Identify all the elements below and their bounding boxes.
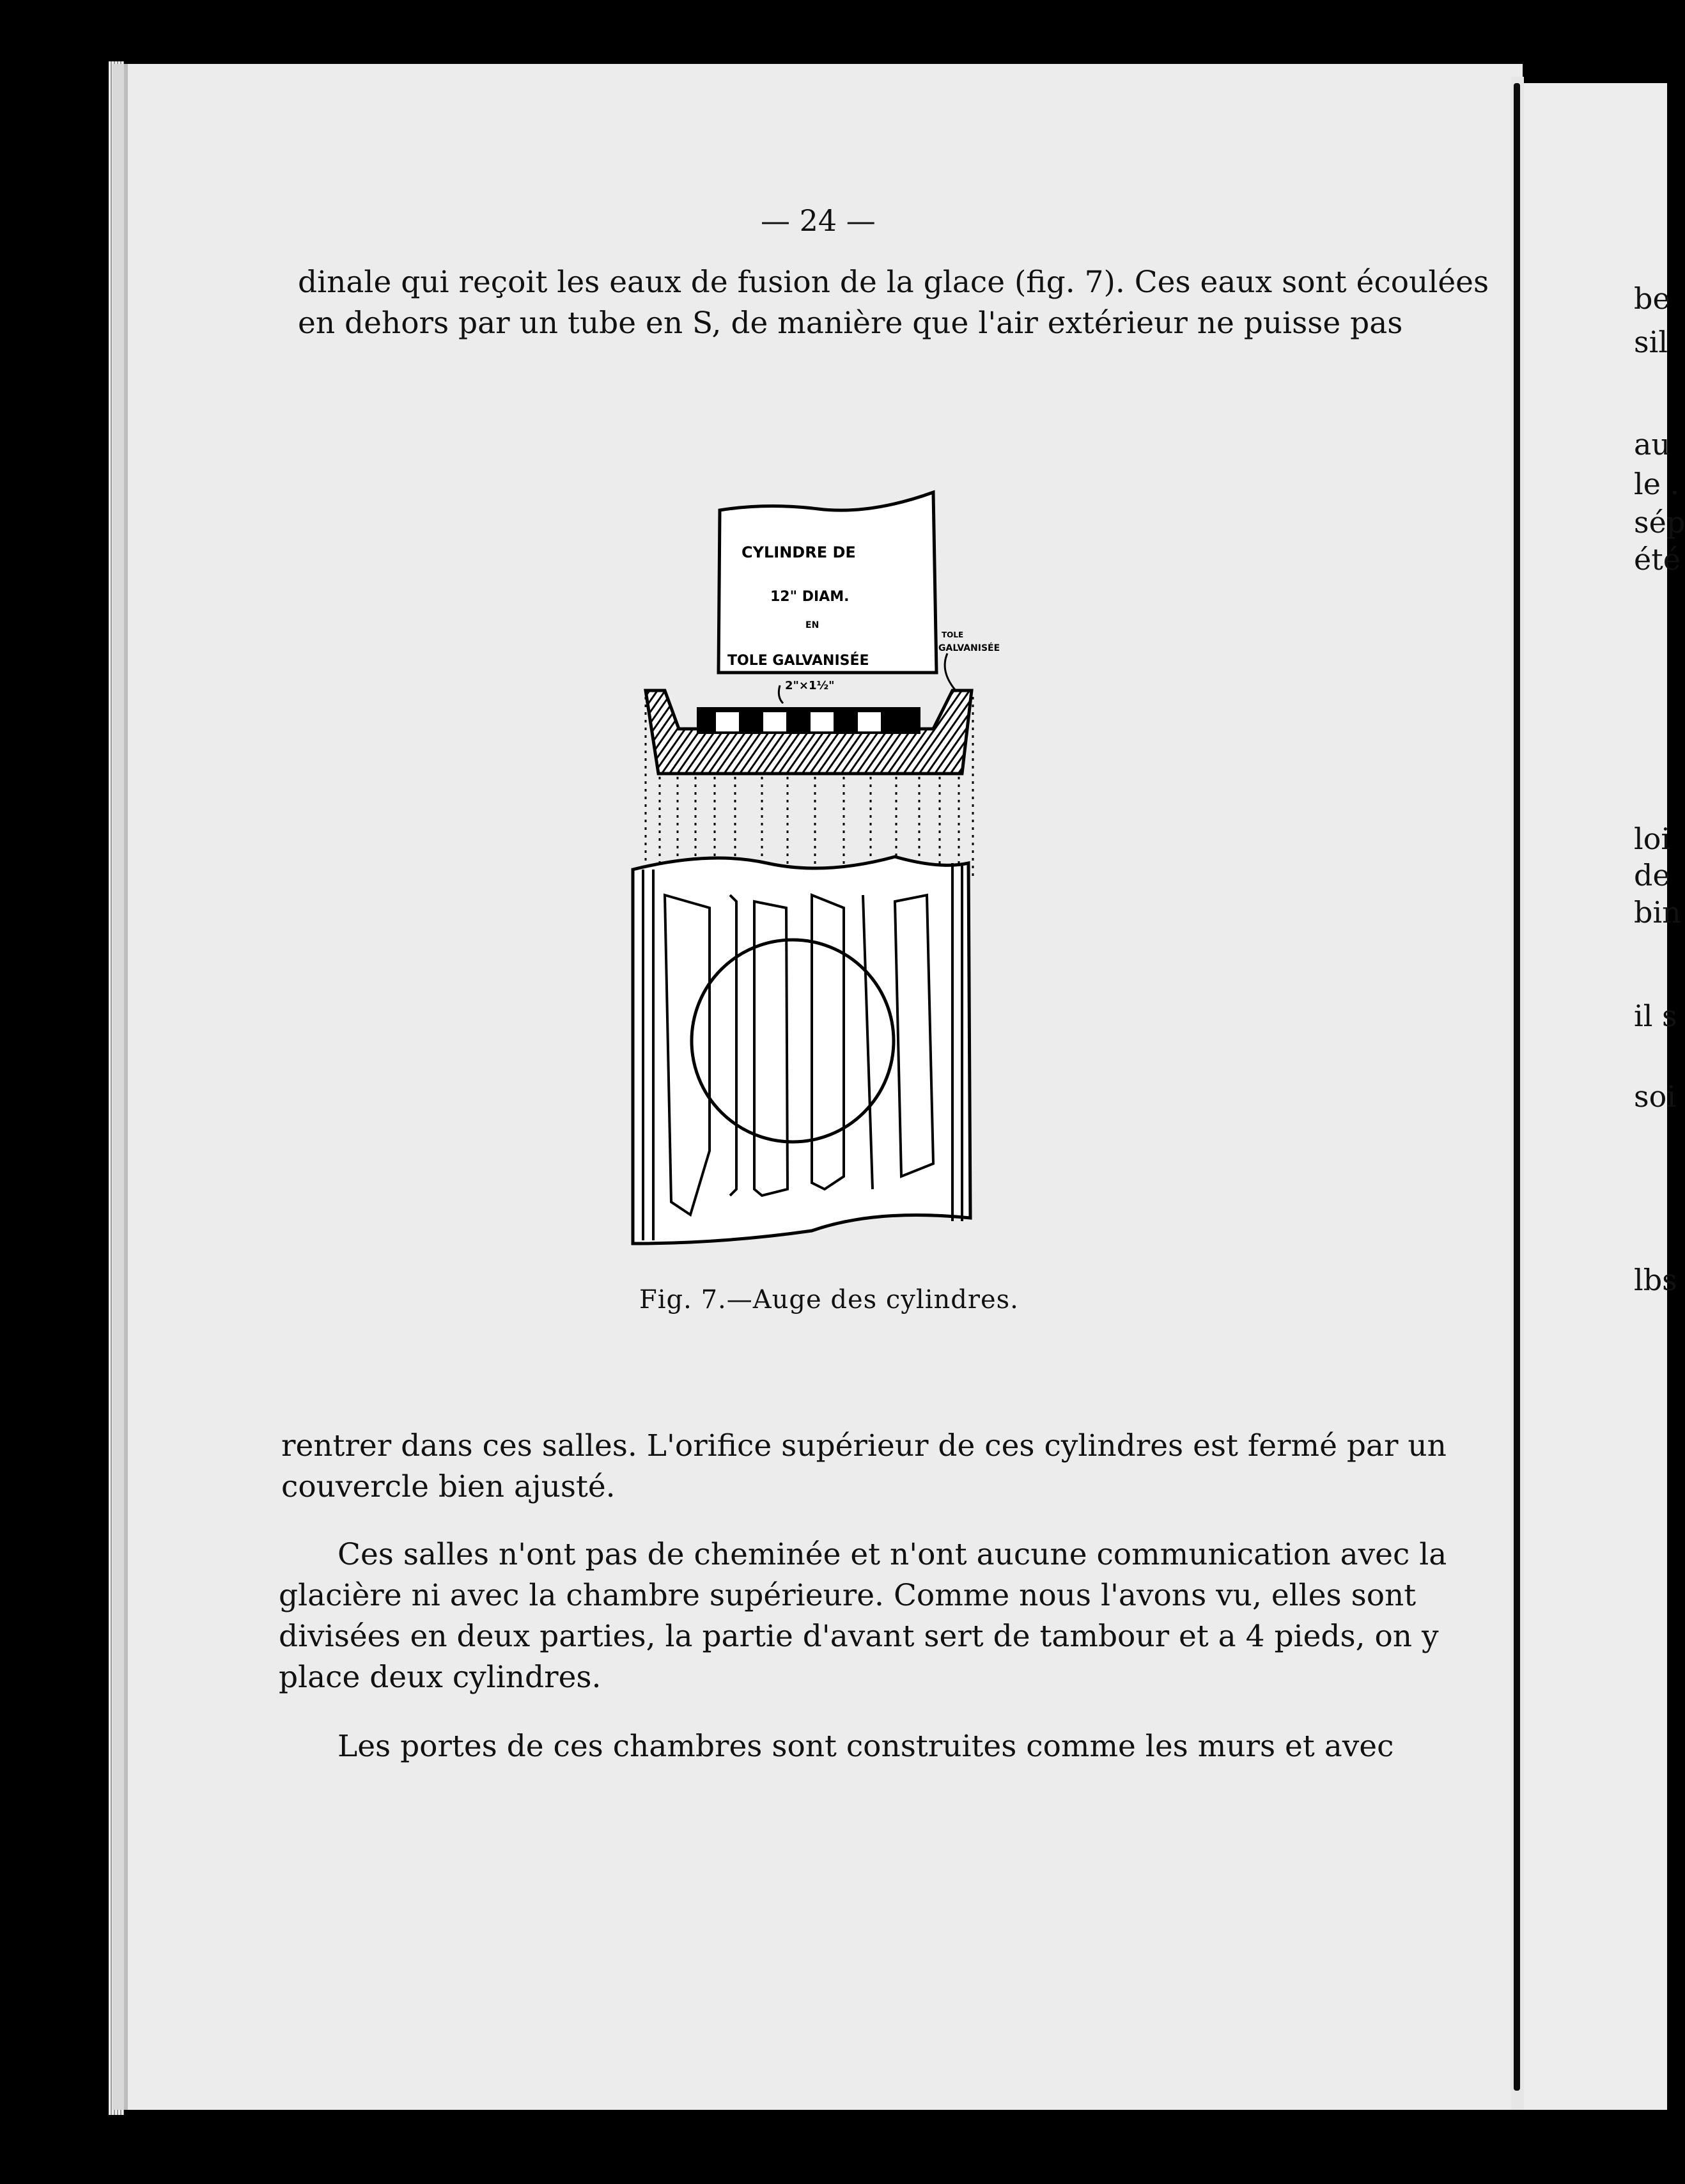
text-line: en dehors par un tube en S, de manière que l'air extérieur ne puisse pas [298,306,1403,341]
figure-caption: Fig. 7.—Auge des cylindres. [639,1285,1019,1314]
label-dimension: 2"×1½" [785,679,835,692]
label-tole-galvanisee: TOLE GALVANISÉE [727,653,869,669]
label-arrow [945,653,956,690]
label-galvanisee: GALVANISÉE [938,643,1000,653]
right-page-fragment: loi [1634,822,1671,856]
right-page-fragment: sil [1634,325,1668,359]
text-line: divisées en deux parties, la partie d'avant sert de tambour et a 4 pieds, on y [279,1619,1439,1654]
text-line: Les portes de ces chambres sont construites comme les murs et avec [338,1729,1394,1764]
figure-7-drawing [620,486,1042,1272]
paragraph-3 [279,1726,1394,1767]
right-page-fragment: soi [1634,1079,1677,1114]
right-page-fragment: il s [1634,999,1677,1033]
paragraph-bottom [281,1426,1447,1508]
label-diam: 12" DIAM. [770,589,850,605]
right-page-fragment: le . [1634,467,1680,501]
right-page-fragment: be [1634,281,1670,316]
right-page-fragment: lbs [1634,1263,1677,1297]
right-page-fragment: de [1634,858,1670,893]
text-line: rentrer dans ces salles. L'orifice supérieur de ces cylindres est fermé par un [281,1428,1447,1463]
trough-plan [633,857,970,1244]
text-line: place deux cylindres. [279,1660,602,1695]
gutter-binding-line [1514,83,1520,2091]
right-page-fragment: bin [1634,895,1681,930]
right-page-fragment: au [1634,427,1671,462]
paragraph-2 [279,1534,1447,1698]
right-page-fragment: été [1634,542,1681,577]
text-line: couvercle bien ajusté. [281,1469,616,1504]
cylinder-panel [718,492,936,673]
page-number: — 24 — [761,203,876,238]
text-line: dinale qui reçoit les eaux de fusion de la glace (fig. 7). Ces eaux sont écoulées [298,265,1489,300]
paragraph-top [298,262,1489,344]
text-line: Ces salles n'ont pas de cheminée et n'ont aucune communication avec la [338,1537,1447,1572]
label-arrow [779,685,783,703]
label-cylindre: CYLINDRE DE [742,543,856,561]
right-page-fragment: sép [1634,505,1685,540]
label-en: EN [805,620,819,630]
text-line: glacière ni avec la chambre supérieure. Comme nous l'avons vu, elles sont [279,1578,1417,1613]
label-tole: TOLE [942,630,964,639]
